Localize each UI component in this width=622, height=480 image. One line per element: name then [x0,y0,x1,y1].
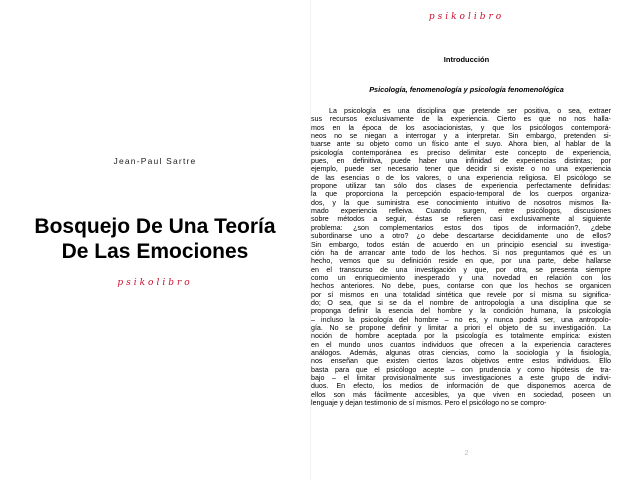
book-title-line-2: De Las Emociones [61,240,249,263]
body-line: hecho, vemos que su definición reside en que, por una parte, debe hallarse [311,257,611,266]
section-heading: Introducción [443,55,490,64]
section-subtitle: Psicología, fenomenología y psicología fenomenológica [369,85,564,94]
body-line: psicología contemporánea es preciso delimitar este concepto de experiencia, [311,148,611,157]
book-title [0,214,310,264]
body-line: Sin embargo, todos están de acuerdo en un principio esencial su investiga- [311,240,611,249]
body-line: la que proporciona la percepción espacio-temporal de los cuerpos organiza- [311,190,611,199]
body-line: neos no se niegan a interrogar y a interpretar. Sin embargo, pretenden si- [311,132,611,141]
body-line: mos en la época de los asociacionistas, y que los psicólogos contemporá- [311,123,611,132]
body-line: pues, en definitiva, puede haber una infinidad de experiencias distintas; por [311,157,611,166]
body-line: dos, y la que suministra ese conocimiento intuitivo de nosotros mismos lla- [311,198,611,207]
body-line: mado experiencia refleiva. Cuando surgen, entre psicólogos, discusiones [311,207,611,216]
body-line: ejemplo, puede ser necesario tener que decidir si existe o no una experiencia [311,165,611,174]
left-page [0,0,310,480]
body-line: problema: ¿son complementarios estos dos tipos de información?, ¿debe [311,223,611,232]
body-line: ción ha de arrancar ante todo de los hechos. Si nos preguntamos qué es un [311,248,611,257]
right-page [311,0,622,480]
body-line: – incluso la psicología del hombre – no es, y nunca podrá ser, una antropolo- [311,315,611,324]
body-line: bajo – el limitar provisionalmente sus investigaciones a este grupo de indivi- [311,374,611,382]
author-name: Jean-Paul Sartre [113,156,197,166]
body-line: gía. No se propone definir y limitar a priori el objeto de su investigación. La [311,323,611,332]
publisher-logo: psikolibro [117,278,193,288]
body-line: como un enriquecimiento inesperado y una novedad en relación con los [311,273,611,282]
body-line: lenguaje y dejan testimonio de sí mismos. Pero el psicólogo no se compro- [311,399,547,408]
body-line: sobre métodos a seguir, éstas se refieren casi exclusivamente al siguiente [311,215,611,224]
body-line: hechos anteriores. No debe, pues, contarse con que los hechos se organicen [311,282,611,291]
body-text [311,107,611,407]
body-line: do; O sea, que si se da el nombre de antropología a una disciplina que se [311,298,611,307]
page-number: 2 [464,450,469,457]
body-line: basta para que el psicólogo acepte – con prudencia y como hipótesis de tra- [311,365,611,374]
body-line: en el mundo unos cuantos individuos que ofrecen a la experiencia caracteres [311,340,611,349]
body-line: nos enseñan que existen ciertos lazos objetivos entre estos individuos. Ello [311,357,611,366]
body-line: duos. En efecto, los medios de información de que disponemos acerca de [311,382,611,391]
body-line: propone utilizar tan sólo dos clases de experiencia perfectamente definidas: [311,182,611,191]
body-line: proponga definir la esencia del hombre y la condición humana, la psicología [311,307,611,316]
body-line: noción de hombre aceptada por la psicología es totalmente empírica: existen [311,332,611,341]
body-line: análogos. Además, algunas otras ciencias, como la sociología y la fisiología, [311,348,611,357]
body-line: en el transcurso de una investigación y que, por otra, se presenta siempre [311,265,611,274]
body-line: de las esencias o de los valores, o una experiencia religiosa. El psicólogo se [311,173,611,182]
body-line: subordinarse uno a otro? ¿o debe descartarse decididamente uno de ellos? [311,232,611,241]
publisher-header-logo: psikolibro [428,12,505,22]
body-line: por sí mismos en una totalidad sintética que revele por sí misma su significa- [311,290,611,299]
body-line: ellos son más fácilmente accesibles, ya que viven en sociedad, poseen un [311,390,611,399]
body-line: tuarse ante su objeto como un físico ante el suyo. Ahora bien, al hablar de la [311,140,611,149]
body-line: sus recursos exclusivamente de la experiencia. Cierto es que no nos halla- [311,115,611,124]
book-title-line-1: Bosquejo De Una Teoría [34,215,276,238]
body-line: La psicología es una disciplina que pretende ser positiva, o sea, extraer [329,107,611,115]
